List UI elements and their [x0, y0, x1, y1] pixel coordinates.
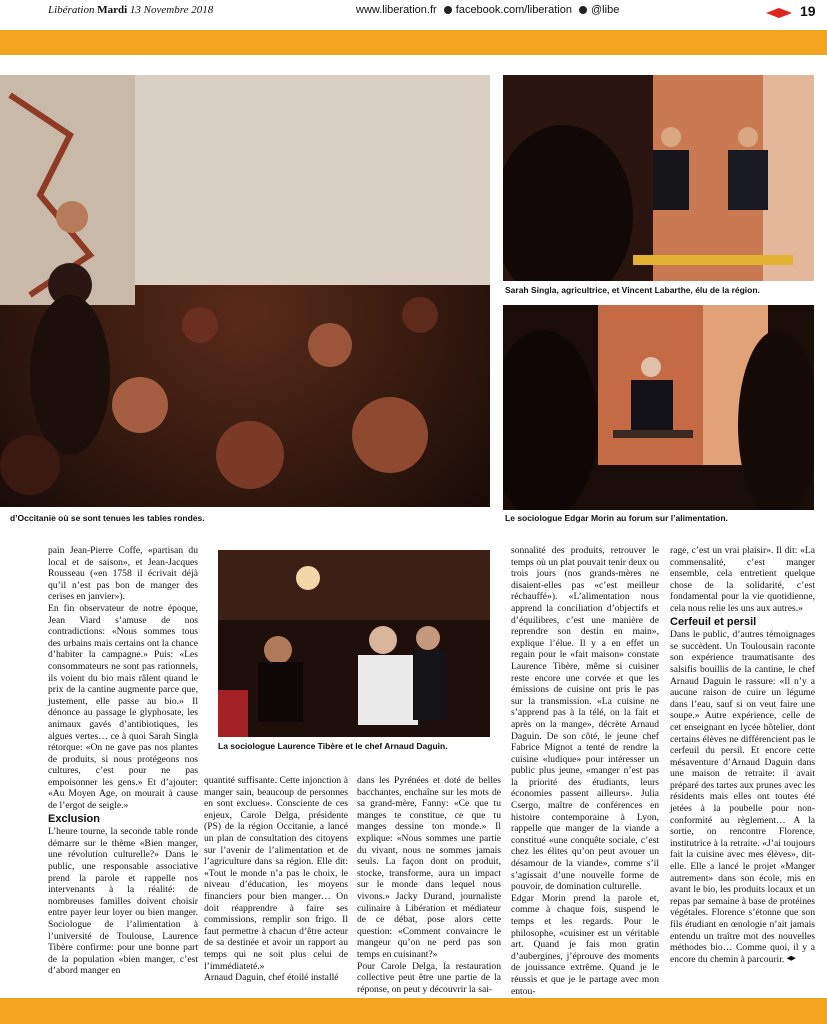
header-dateline	[48, 4, 213, 16]
photo-edgar-morin	[503, 305, 814, 510]
panel-photo-image	[218, 550, 490, 737]
caption-main: d’Occitanie où se sont tenues les tables rondes.	[10, 513, 205, 523]
bottom-color-band	[0, 998, 827, 1024]
top-color-band	[0, 30, 827, 55]
main-photo-audience	[0, 75, 490, 507]
website-link[interactable]: www.liberation.fr	[356, 4, 437, 16]
twitter-link[interactable]: @libe	[591, 4, 620, 16]
facebook-link[interactable]: facebook.com/liberation	[455, 4, 572, 16]
caption-top-right: Sarah Singla, agricultrice, et Vincent Labarthe, élu de la région.	[505, 285, 760, 295]
article-column-1	[48, 545, 198, 977]
subhead-cerfeuil: Cerfeuil et persil	[670, 615, 757, 628]
caption-inline: La sociologue Laurence Tibère et le chef Arnaud Daguin.	[218, 741, 448, 751]
header-day: Mardi	[97, 4, 128, 16]
page-number: 19	[800, 3, 816, 19]
stage-photo-image	[503, 75, 814, 281]
subhead-exclusion: Exclusion	[48, 812, 100, 825]
col5-paragraph-2: Dans le public, d’autres témoignages se succèdent. Un Toulousain raconte son expérience traumatisante des salsifis bouillis de la cantine, le chef Arnaud Daguin le rassure: «Il n’y a aucune raison de cuire un légume dans l’eau, sauf si on veut faire une soupe.» Autre expérience, celle de cet enseignant en lycée hôtelier, dont certains élèves ne différencient pas le cerfeuil du persil. Et encore cette mésaventure d’Arnaud Daguin dans une maison de retraite: il avait préparé des tartes aux prunes avec les résidents mais elles ont toutes été jetées à la poubelle pour non-conformité au règlement… A la sortie, on rencontre Florence, institutrice à la retraite. «J’ai toujours fait la cuisine avec mes élèves», dit-elle. Elle a lancé le projet «Manger autrement» dans son école, mis en avant le bio, les produits locaux et un repas par semaine à base de protéines végétales. Florence s’étonne que son fils étudiant en œnologie n’ait jamais entendu un traître mot des nouvelles méthodes bio… Comme quoi, il y a encore du chemin à parcourir.	[670, 629, 815, 965]
caption-mid-right: Le sociologue Edgar Morin au forum sur l’alimentation.	[505, 513, 728, 523]
col5-paragraph-1: rage, c’est un vrai plaisir». Il dit: «La commensalité, c’est manger ensemble, cela entretient quelque chose de la solidarité, c’est fondamental pour la vie quotidienne, cela nous relie les uns aux autres.»	[670, 545, 815, 614]
page-header	[0, 0, 827, 26]
photo-tibere-daguin	[218, 550, 490, 737]
article-column-4: sonnalité des produits, retrouver le temps où un plat pouvait tenir deux ou trois jours (nos grands-mères ne disaient-elles pas «c’est meilleur réchauffé»). «L’alimentation nous apprend la conciliation d’objectifs et d’équilibres, c’est une manière de reprendre son destin en main», explique l’élue. Il y a en effet un regain pour le «fait maison» constate Laurence Tibère, même si cuisiner reste encore une corvée et que les émissions de cuisine ont pris le pas sur la transmission. «La cuisine ne s’apprend pas à la télé, on la fait et après on la mange», décrète Arnaud Daguin. De son côté, le jeune chef Fabrice Mignot a tenté de rendre la cuisine «ludique» pour intéresser un public plus jeune, «manger n’est pas la priorité des étudiants, leurs économies passent ailleurs». Julia Csergo, maître de conférences en histoire contemporaine à Lyon, rappelle que manger de la viande a constitué «une conquête sociale, c’est chez les élites qu’on peut avouer un désamour de la viande», comme s’il s’agissait d’une nouvelle forme de pouvoir, de domination culturelle. Edgar Morin prend la parole et, comme à chaque fois, suspend le temps et les regards. Pour le philosophe, «cuisiner est un véritable art. Quand je fais mon gratin d’aubergines, j’éprouve des moments de jouissance extrême. Quand je le réussis et que je le partage avec mon entou-	[511, 545, 659, 997]
header-date: 13 Novembre 2018	[129, 4, 214, 16]
article-column-2: quantité suffisante. Cette injonction à manger sain, beaucoup de personnes en sont exclues». Consciente de ces enjeux, Carole Delga, présidente (PS) de la région Occitanie, a lancé un plan de consultation des citoyens sur l’avenir de l’alimentation et de l’agriculture dans sa région. Elle dit: «Tout le monde n’a pas le choix, le niveau d’éducation, les moyens financiers pour bien manger… On doit réapprendre à faire ses commissions, remplir son frigo. Il faut permettre à chacun d’être acteur de sa destinée et avoir un rapport au temps qui ne soit plus celui de l’immédiateté.» Arnaud Daguin, chef étoilé installé	[204, 775, 348, 984]
col1-paragraph-1: pain Jean-Pierre Coffe, «partisan du local et de saison», et Jean-Jacques Rousseau («en 1758 il écrivait déjà qu’il n’est pas bon de manger des cerises en janvier»).	[48, 545, 198, 603]
article-column-5	[670, 545, 815, 965]
col1-paragraph-2: En fin observateur de notre époque, Jean Viard s’amuse de nos contradictions: «Nous sommes tous des urbains mais certains ont la chance d’habiter la campagne.» Puis: «Les consommateurs ne sont pas rationnels, ils voient du bio mais râlent quand le prix de la cantine augmente parce que, justement, elle passe au bio.» Il dénonce au passage le glyphosate, les animaux gavés d’antibiotiques, les algues vertes… ce à quoi Sarah Singla rétorque: «On ne gave pas nos plantes de produits, si nous protégeons nos cultures, c’est pour ne pas empoisonner les gens.» Et d’ajouter: «Au Moyen Age, on mourait à cause de l’ergot de seigle.»	[48, 602, 198, 812]
article-column-3: dans les Pyrénées et doté de belles bacchantes, enchaîne sur les mots de sa grand-mère, Fanny: «Ce que tu manges te constitue, ce que tu manges dessine ton monde.» Il explique: «Nous sommes une partie du vivant, nous ne sommes jamais seuls. La façon dont on produit, stocke, transforme, aura un impact sur le monde dans lequel nous vivons.» Jacky Durand, journaliste culinaire à Libération et médiateur de ce débat, pose alors cette question: «Comment convaincre le mangeur qu’on ne perd pas son temps en cuisinant?» Pour Carole Delga, la restauration collective peut être une partie de la réponse, on peut y découvrir la sai-	[357, 775, 501, 995]
facebook-icon	[444, 6, 452, 14]
photo-singla-labarthe	[503, 75, 814, 281]
end-mark-icon	[787, 956, 796, 961]
audience-photo-image	[0, 75, 490, 507]
header-links	[356, 4, 623, 16]
paper-name: Libération	[48, 4, 95, 16]
liberation-logo-icon	[766, 8, 792, 18]
twitter-icon	[579, 6, 587, 14]
col1-paragraph-3: L’heure tourne, la seconde table ronde démarre sur le thème «Bien manger, une révolution culturelle?» Dans le public, une responsable associative prend la parole et rappelle nos intervenants à la réalité: de nombreuses familles doivent choisir entre payer leur loyer ou bien manger. Sociologue de l’alimentation à l’université de Toulouse, Laurence Tibère confirme: pour une bonne part de la population «bien manger, c’est d’abord manger en	[48, 826, 198, 977]
morin-photo-image	[503, 305, 814, 510]
